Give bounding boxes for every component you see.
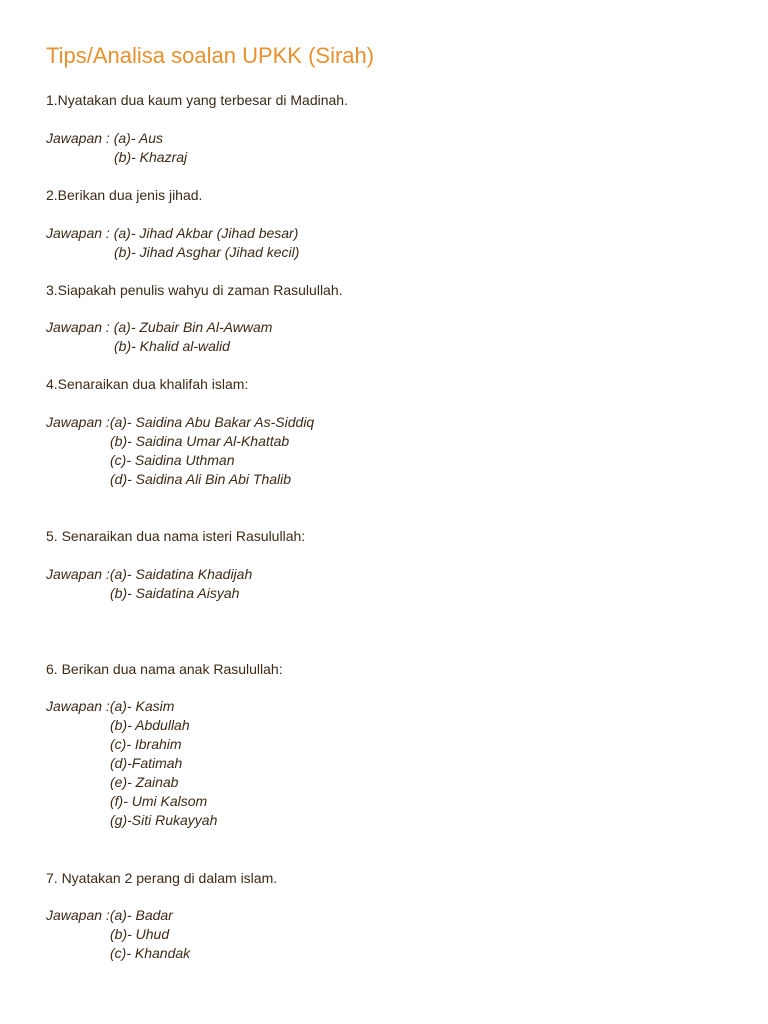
question-3: 3.Siapakah penulis wahyu di zaman Rasulullah. xyxy=(46,282,343,298)
question-2: 2.Berikan dua jenis jihad. xyxy=(46,187,203,203)
document-page xyxy=(46,0,746,1024)
answer-6-line-7: (g)-Siti Rukayyah xyxy=(110,812,218,828)
answer-4-line-4: (d)- Saidina Ali Bin Abi Thalib xyxy=(110,471,292,487)
document-title: Tips/Analisa soalan UPKK (Sirah) xyxy=(46,43,375,68)
answer-5-line-2: (b)- Saidatina Aisyah xyxy=(110,585,240,601)
answer-4-line-2: (b)- Saidina Umar Al-Khattab xyxy=(110,433,290,449)
question-6: 6. Berikan dua nama anak Rasulullah: xyxy=(46,661,283,677)
answer-1-line-1: Jawapan : (a)- Aus xyxy=(46,130,163,146)
answer-5-line-1: Jawapan :(a)- Saidatina Khadijah xyxy=(46,566,253,582)
answer-6-line-1: Jawapan :(a)- Kasim xyxy=(46,698,175,714)
answer-6-line-5: (e)- Zainab xyxy=(110,774,179,790)
answer-7-line-2: (b)- Uhud xyxy=(110,926,170,942)
answer-2-line-2: (b)- Jihad Asghar (Jihad kecil) xyxy=(114,244,300,260)
question-1: 1.Nyatakan dua kaum yang terbesar di Madinah. xyxy=(46,92,348,108)
question-5: 5. Senaraikan dua nama isteri Rasulullah: xyxy=(46,528,306,544)
question-4: 4.Senaraikan dua khalifah islam: xyxy=(46,376,249,392)
answer-3-line-1: Jawapan : (a)- Zubair Bin Al-Awwam xyxy=(46,319,273,335)
answer-4-line-1: Jawapan :(a)- Saidina Abu Bakar As-Siddiq xyxy=(46,414,315,430)
answer-7-line-3: (c)- Khandak xyxy=(110,945,191,961)
answer-6-line-3: (c)- Ibrahim xyxy=(110,736,182,752)
answer-7-line-1: Jawapan :(a)- Badar xyxy=(46,907,173,923)
answer-6-line-4: (d)-Fatimah xyxy=(110,755,183,771)
answer-6-line-6: (f)- Umi Kalsom xyxy=(110,793,208,809)
answer-6-line-2: (b)- Abdullah xyxy=(110,717,190,733)
answer-4-line-3: (c)- Saidina Uthman xyxy=(110,452,235,468)
question-7: 7. Nyatakan 2 perang di dalam islam. xyxy=(46,870,278,886)
answer-3-line-2: (b)- Khalid al-walid xyxy=(114,338,230,354)
answer-2-line-1: Jawapan : (a)- Jihad Akbar (Jihad besar) xyxy=(46,225,299,241)
answer-1-line-2: (b)- Khazraj xyxy=(114,149,188,165)
